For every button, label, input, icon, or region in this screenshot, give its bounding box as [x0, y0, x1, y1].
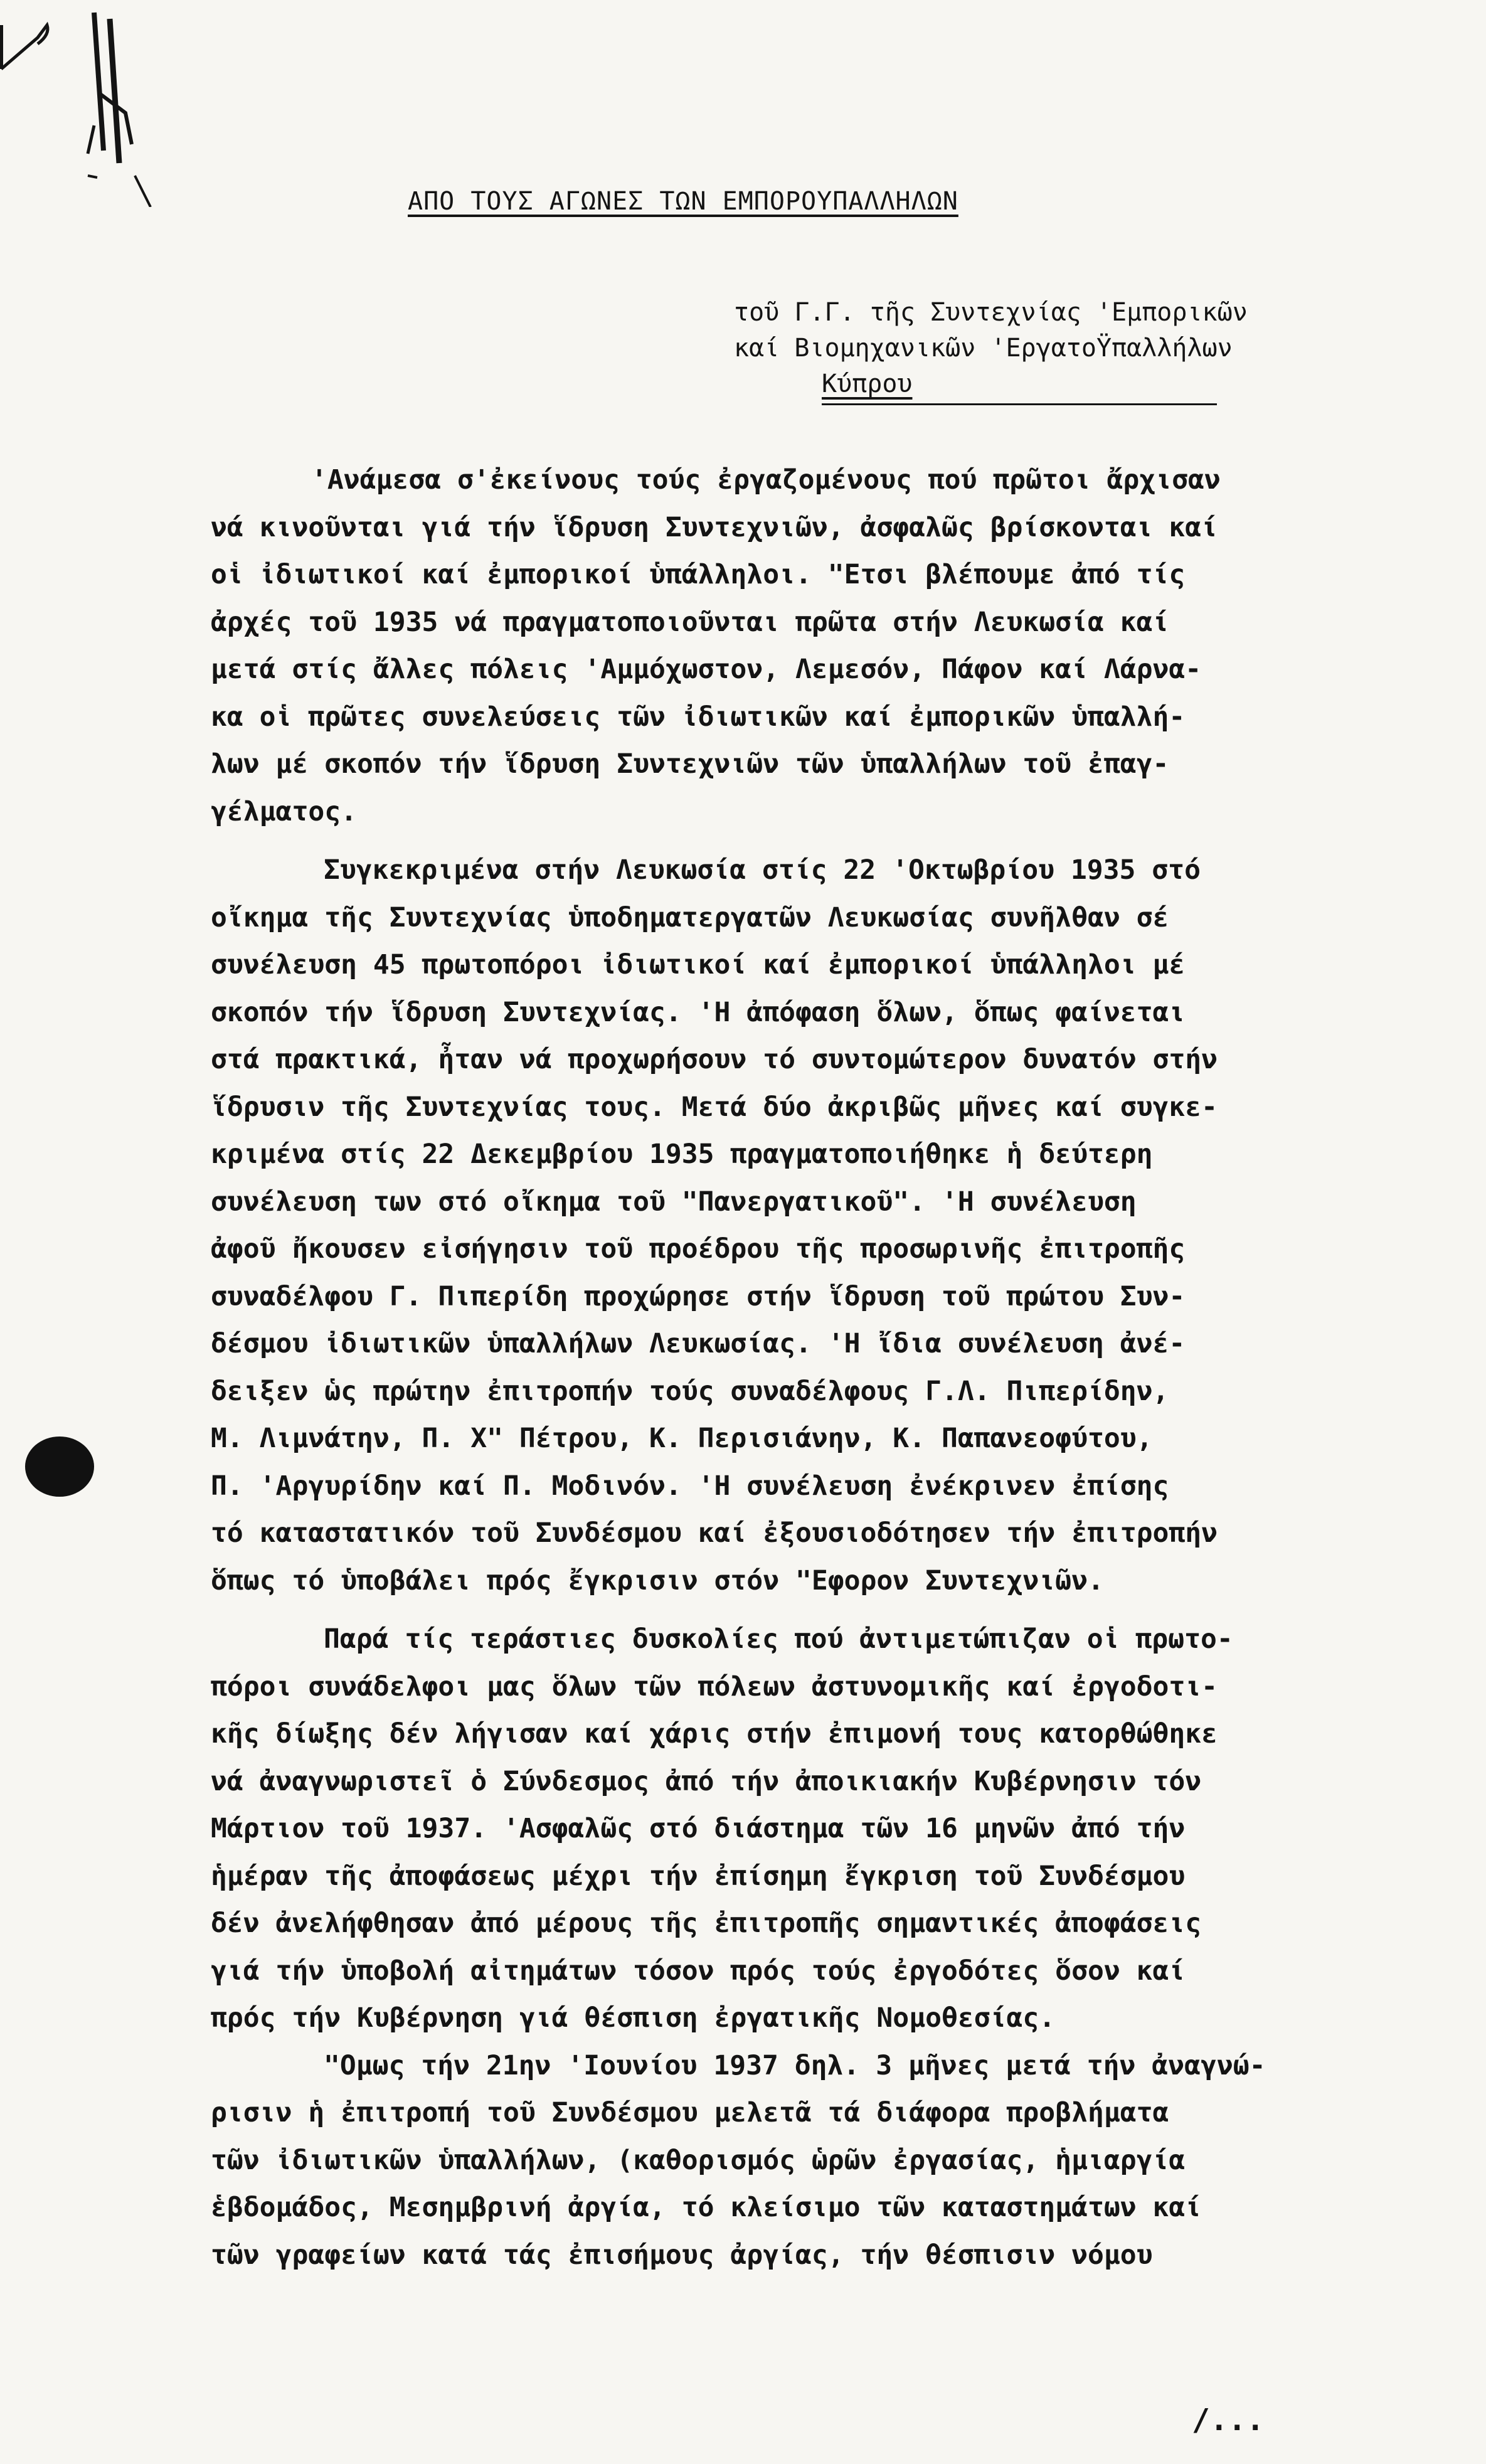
document-body	[211, 457, 1428, 2279]
text-line: ἀρχές τοῦ 1935 νά πραγματοποιοῦνται πρῶτα στήν Λευκωσία καί	[211, 606, 1169, 638]
paragraph	[211, 2042, 1428, 2280]
text-line: δέν ἀνελήφθησαν ἀπό μέρους τῆς ἐπιτροπῆς σημαντικές ἀποφάσεις	[211, 1908, 1202, 1939]
paragraph	[211, 847, 1428, 1605]
text-line: νά κινοῦνται γιά τήν ἵδρυση Συντεχνιῶν, ἀσφαλῶς βρίσκονται καί	[211, 511, 1218, 543]
text-line: στά πρακτικά, ἦταν νά προχωρήσουν τό συντομώτερον δυνατόν στήν	[211, 1044, 1218, 1075]
byline-line: τοῦ Γ.Γ. τῆς Συντεχνίας 'Εμπορικῶν	[734, 298, 1248, 327]
text-line: κα οἱ πρῶτες συνελεύσεις τῶν ἰδιωτικῶν καί ἐμπορικῶν ὑπαλλή-	[211, 701, 1186, 733]
text-line: Μ. Λιμνάτην, Π. Χ" Πέτρου, Κ. Περισιάνην, Κ. Παπανεοφύτου,	[211, 1423, 1153, 1454]
text-line: δέσμου ἰδιωτικῶν ὑπαλλήλων Λευκωσίας. 'Η ἴδια συνέλευση ἀνέ-	[211, 1328, 1186, 1359]
text-line: Παρά τίς τεράστιες δυσκολίες πού ἀντιμετώπιζαν οἱ πρωτο-	[324, 1623, 1233, 1655]
text-line: Συγκεκριμένα στήν Λευκωσία στίς 22 'Οκτωβρίου 1935 στό	[324, 854, 1201, 886]
text-line: ἡμέραν τῆς ἀποφάσεως μέχρι τήν ἐπίσημη ἔγκριση τοῦ Συνδέσμου	[211, 1860, 1186, 1892]
paragraph	[211, 1616, 1428, 2042]
text-line: ρισιν ἡ ἐπιτροπή τοῦ Συνδέσμου μελετᾶ τά διάφορα προβλήματα	[211, 2097, 1169, 2128]
byline	[734, 295, 1399, 405]
text-line: τό καταστατικόν τοῦ Συνδέσμου καί ἐξουσιοδότησεν τήν ἐπιτροπήν	[211, 1517, 1218, 1549]
text-line: τῶν ἰδιωτικῶν ὑπαλλήλων, (καθορισμός ὡρῶν ἐργασίας, ἡμιαργία	[211, 2144, 1186, 2176]
text-line: συνέλευση 45 πρωτοπόροι ἰδιωτικοί καί ἐμπορικοί ὑπάλληλοι μέ	[211, 949, 1186, 980]
handwritten-mark-icon	[0, 0, 201, 207]
text-line: ἀφοῦ ἤκουσεν εἰσήγησιν τοῦ προέδρου τῆς προσωρινῆς ἐπιτροπῆς	[211, 1233, 1186, 1265]
paragraph	[211, 457, 1428, 836]
text-line: πρός τήν Κυβέρνηση γιά θέσπιση ἐργατικῆς Νομοθεσίας.	[211, 2002, 1056, 2034]
text-line: συναδέλφου Γ. Πιπερίδη προχώρησε στήν ἵδρυση τοῦ πρώτου Συν-	[211, 1280, 1186, 1312]
byline-line: καί Βιομηχανικῶν 'ΕργατοΫπαλλήλων	[734, 334, 1233, 363]
document-title: ΑΠΟ ΤΟΥΣ ΑΓΩΝΕΣ ΤΩΝ ΕΜΠΟΡΟΥΠΑΛΛΗΛΩΝ	[408, 187, 958, 216]
text-line: Π. 'Αργυρίδην καί Π. Μοδινόν. 'Η συνέλευση ἐνέκρινεν ἐπίσης	[211, 1470, 1169, 1502]
text-line: 'Ανάμεσα σ'ἐκείνους τούς ἐργαζομένους πού πρῶτοι ἄρχισαν	[311, 464, 1221, 496]
punch-hole	[25, 1436, 94, 1497]
text-line: μετά στίς ἄλλες πόλεις 'Αμμόχωστον, Λεμεσόν, Πάφον καί Λάρνα-	[211, 654, 1202, 685]
byline-line: Κύπρου	[822, 369, 913, 398]
text-line: οἱ ἰδιωτικοί καί ἐμπορικοί ὑπάλληλοι. "Ετσι βλέπουμε ἀπό τίς	[211, 559, 1186, 590]
text-line: κριμένα στίς 22 Δεκεμβρίου 1935 πραγματοποιήθηκε ἡ δεύτερη	[211, 1139, 1153, 1170]
byline-rule	[822, 403, 1217, 405]
text-line: γέλματος.	[211, 795, 357, 827]
text-line: γιά τήν ὑποβολή αἰτημάτων τόσον πρός τούς ἐργοδότες ὅσον καί	[211, 1955, 1186, 1987]
text-line: σκοπόν τήν ἵδρυση Συντεχνίας. 'Η ἀπόφαση ὅλων, ὅπως φαίνεται	[211, 996, 1186, 1028]
text-line: Μάρτιον τοῦ 1937. 'Ασφαλῶς στό διάστημα τῶν 16 μηνῶν ἀπό τήν	[211, 1813, 1186, 1844]
text-line: "Ομως τήν 21ην 'Ιουνίου 1937 δηλ. 3 μῆνες μετά τήν ἀναγνώ-	[324, 2049, 1266, 2081]
text-line: συνέλευση των στό οἴκημα τοῦ "Πανεργατικοῦ". 'Η συνέλευση	[211, 1186, 1137, 1218]
text-line: οἴκημα τῆς Συντεχνίας ὑποδηματεργατῶν Λευκωσίας συνῆλθαν σέ	[211, 901, 1169, 933]
text-line: ἵδρυσιν τῆς Συντεχνίας τους. Μετά δύο ἀκριβῶς μῆνες καί συγκε-	[211, 1091, 1218, 1123]
text-line: κῆς δίωξης δέν λήγισαν καί χάρις στήν ἐπιμονή τους κατορθώθηκε	[211, 1718, 1218, 1750]
page-continuation: /...	[1192, 2403, 1265, 2438]
text-line: τῶν γραφείων κατά τάς ἐπισήμους ἀργίας, τήν θέσπισιν νόμου	[211, 2239, 1153, 2271]
text-line: νά ἀναγνωριστεῖ ὁ Σύνδεσμος ἀπό τήν ἀποικιακήν Κυβέρνησιν τόν	[211, 1765, 1202, 1797]
text-line: ἑβδομάδος, Μεσημβρινή ἀργία, τό κλείσιμο τῶν καταστημάτων καί	[211, 2192, 1202, 2223]
text-line: λων μέ σκοπόν τήν ἵδρυση Συντεχνιῶν τῶν ὑπαλλήλων τοῦ ἐπαγ-	[211, 748, 1169, 780]
text-line: πόροι συνάδελφοι μας ὅλων τῶν πόλεων ἀστυνομικῆς καί ἐργοδοτι-	[211, 1670, 1218, 1702]
text-line: ὅπως τό ὑποβάλει πρός ἔγκρισιν στόν "Εφορον Συντεχνιῶν.	[211, 1564, 1104, 1596]
text-line: δειξεν ὡς πρώτην ἐπιτροπήν τούς συναδέλφους Γ.Λ. Πιπερίδην,	[211, 1375, 1169, 1407]
